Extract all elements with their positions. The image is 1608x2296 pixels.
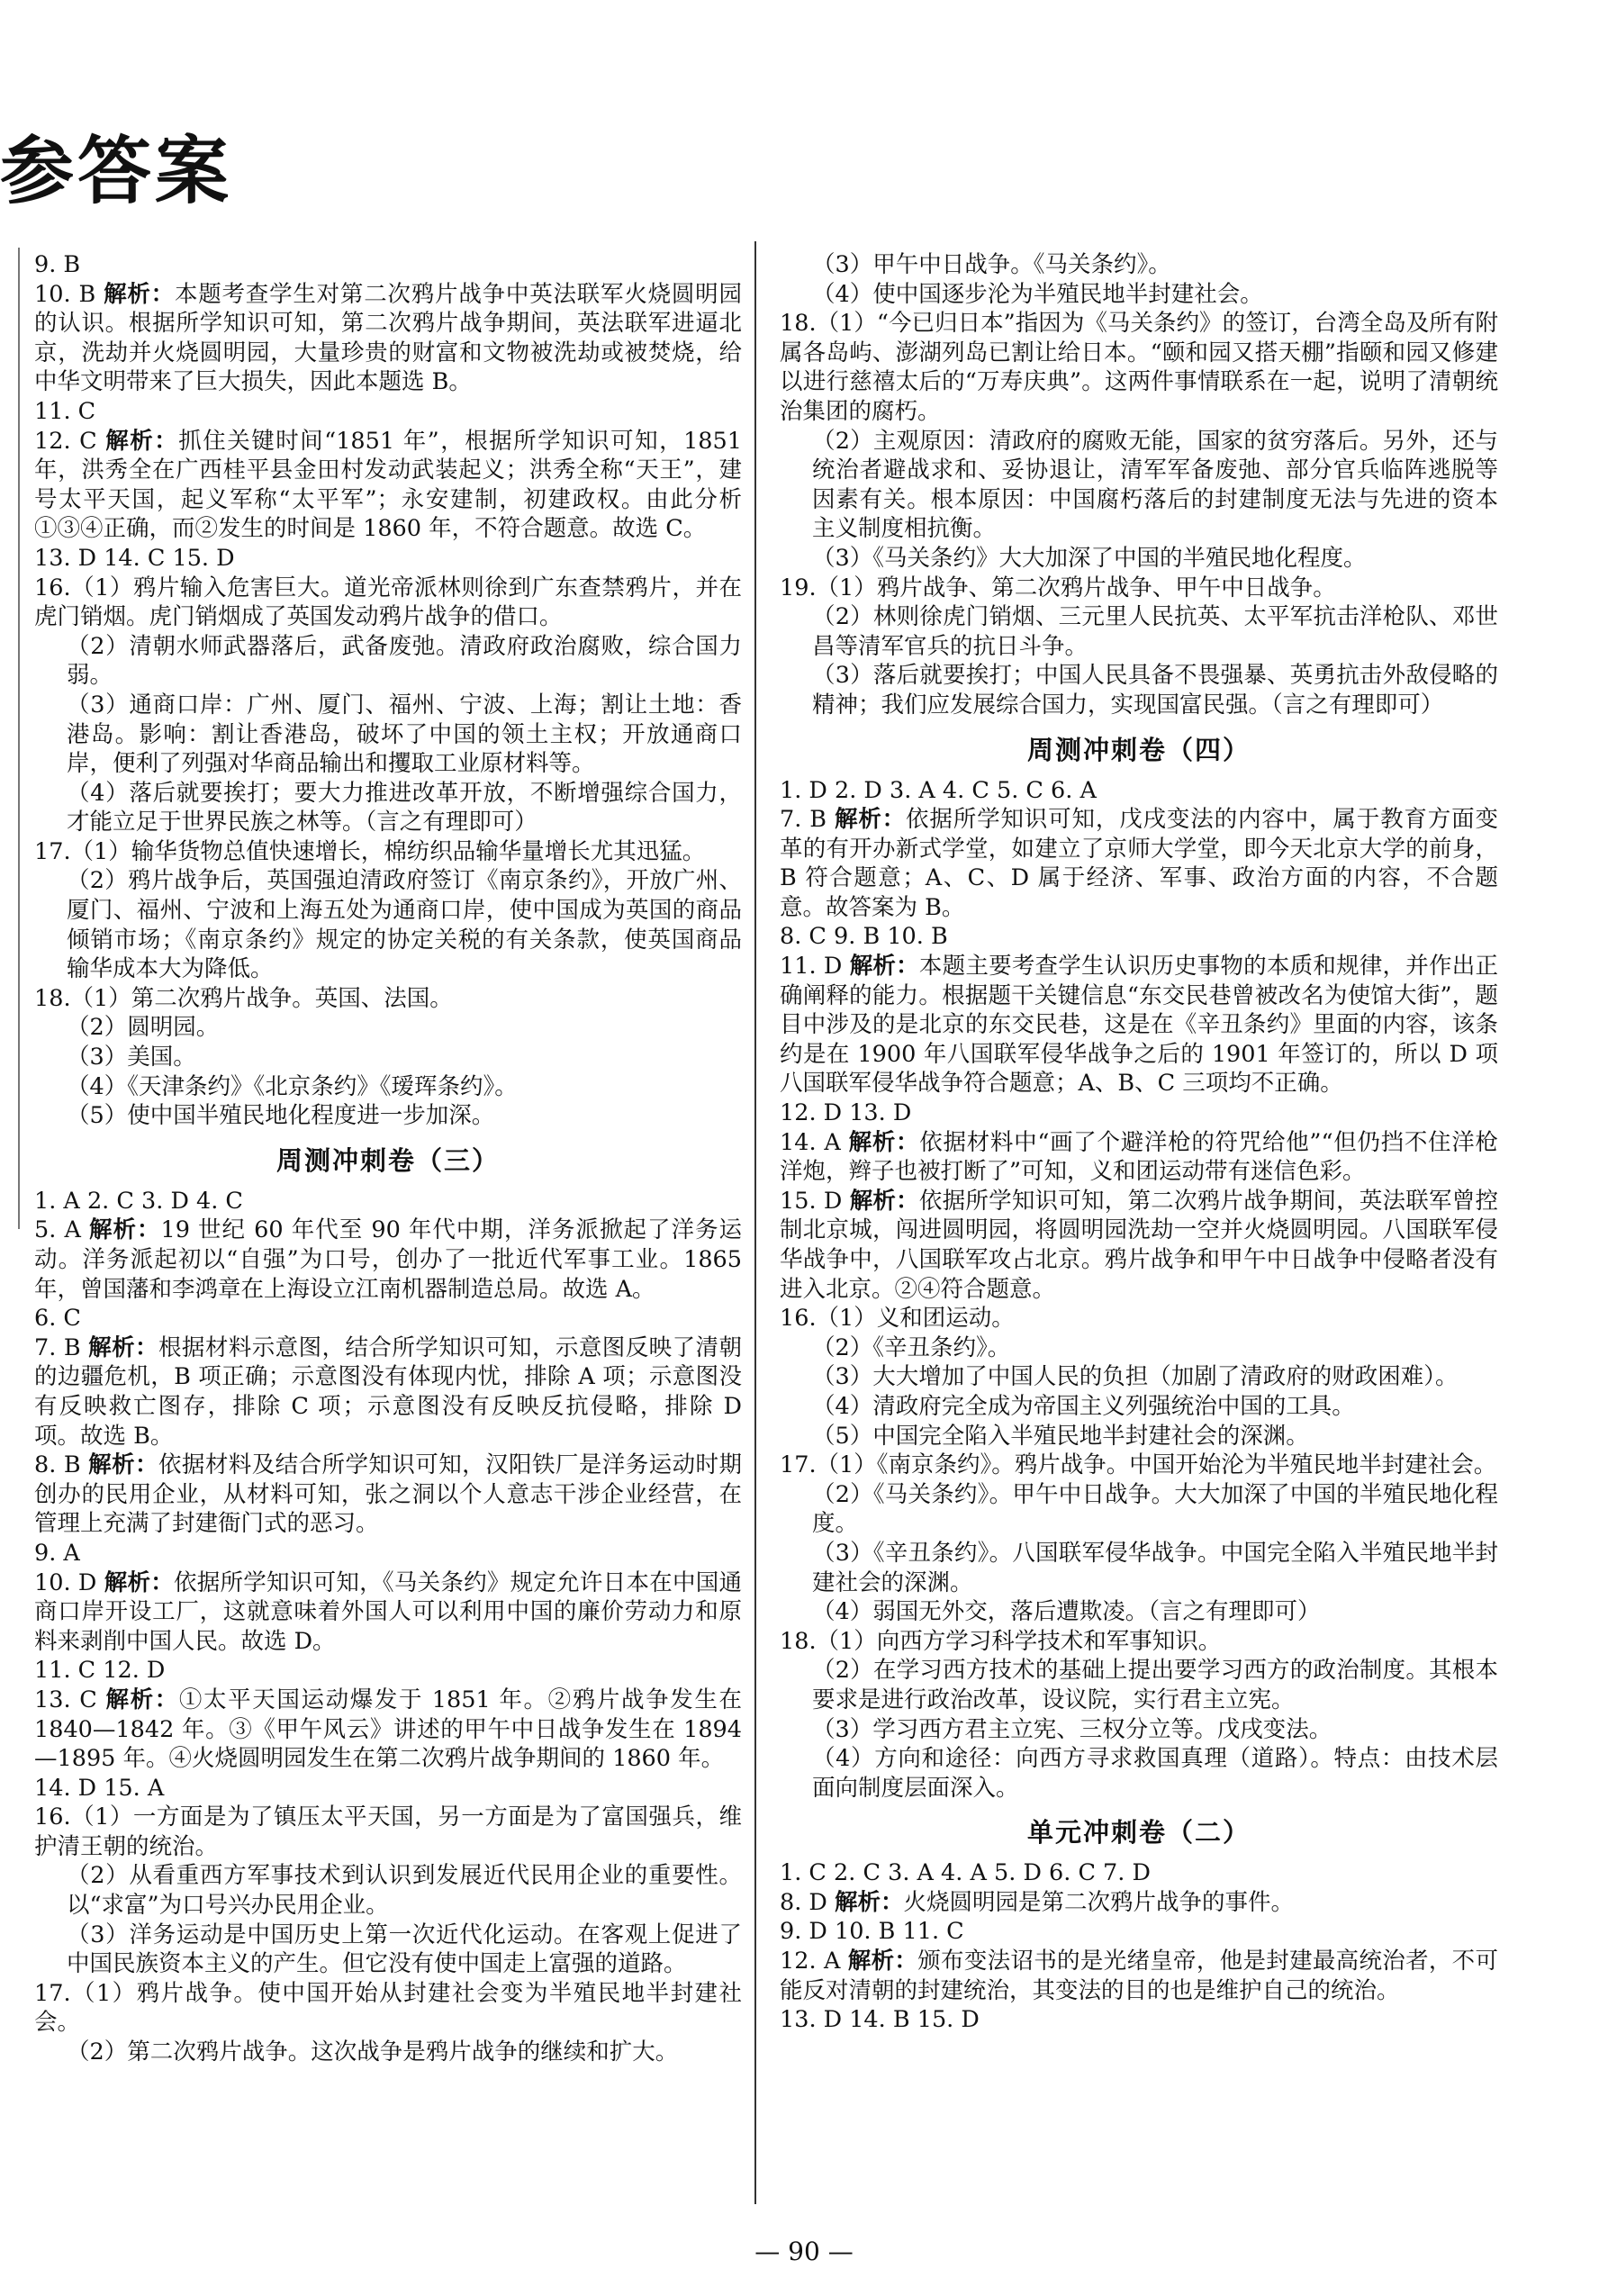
- binding-edge: [0, 248, 20, 1229]
- answer-subitem: （2）《辛丑条约》。: [812, 1333, 1011, 1361]
- analysis-label: 解析：: [835, 1888, 904, 1916]
- answer-item: 1. C 2. C 3. A 4. A 5. D 6. C 7. D: [780, 1859, 1151, 1887]
- answer-item: 11. C: [34, 397, 96, 425]
- answer-subitem: （2）圆明园。: [67, 1014, 220, 1042]
- answer-subitem: （4）清政府完全成为帝国主义列强统治中国的工具。: [812, 1392, 1355, 1420]
- page-number: — 90 —: [754, 2237, 854, 2266]
- analysis-label: 解析：: [834, 806, 907, 834]
- right-column: [780, 250, 1498, 2035]
- analysis-label: 解析：: [104, 1568, 175, 1596]
- left-column: [34, 250, 742, 2067]
- answer-subitem: （2）在学习西方技术的基础上提出要学习西方的政治制度。其根本要求是进行政治改革，设议院，实行君主立宪。: [812, 1657, 1498, 1713]
- answer-item: 17.（1）输华货物总值快速增长，棉纺织品输华量增长尤其迅猛。: [34, 837, 706, 865]
- answer-subitem: （2）清朝水师武器落后，武备废弛。清政府政治腐败，综合国力弱。: [67, 632, 742, 690]
- answer-item: 18.（1）向西方学习科学技术和军事知识。: [780, 1627, 1222, 1655]
- answer-item: 8. C 9. B 10. B: [780, 923, 948, 951]
- answer-item: 1. D 2. D 3. A 4. C 5. C 6. A: [780, 776, 1097, 804]
- answer-item: 16.（1）一方面是为了镇压太平天国，另一方面是为了富国强兵，维护清王朝的统治。: [34, 1803, 742, 1860]
- answer-subitem: （4）弱国无外交，落后遭欺凌。（言之有理即可）: [812, 1598, 1321, 1626]
- analysis-label: 解析：: [104, 280, 175, 308]
- analysis-label: 解析：: [848, 1128, 920, 1156]
- answer-item: 14. A 解析：依据材料中“画了个避洋枪的符咒给他”“但仍挡不住洋枪洋炮，辫子也被打断了”可知，义和团运动带有迷信色彩。: [780, 1128, 1498, 1186]
- answer-subitem: （2）鸦片战争后，英国强迫清政府签订《南京条约》，开放广州、厦门、福州、宁波和上海五处为通商口岸，使中国成为英国的商品倾销市场；《南京条约》规定的协定关税的有关条款，使英国商品输华成本大为降低。: [67, 867, 742, 983]
- answer-item: 10. D 解析：依据所学知识可知，《马关条约》规定允许日本在中国通商口岸开设工厂，这就意味着外国人可以利用中国的廉价劳动力和原料来剥削中国人民。故选 D。: [34, 1568, 742, 1655]
- answer-subitem: （4）《天津条约》《北京条约》《瑷珲条约》。: [67, 1072, 518, 1100]
- section-heading: 周测冲刺卷（四）: [1026, 734, 1251, 765]
- answer-subitem: （2）从看重西方军事技术到认识到发展近代民用企业的重要性。以“求富”为口号兴办民用企业。: [67, 1862, 742, 1920]
- section-heading: 单元冲刺卷（二）: [1026, 1817, 1251, 1849]
- answer-subitem: （2）《马关条约》。甲午中日战争。大大加深了中国的半殖民地化程度。: [812, 1480, 1498, 1538]
- analysis-label: 解析：: [88, 1451, 158, 1479]
- analysis-label: 解析：: [88, 1333, 158, 1361]
- answer-item: 18.（1）第二次鸦片战争。英国、法国。: [34, 984, 453, 1012]
- answer-item: 9. A: [34, 1539, 80, 1567]
- answer-item: 9. D 10. B 11. C: [780, 1918, 964, 1946]
- answer-item: 14. D 15. A: [34, 1774, 165, 1802]
- answer-subitem: （4）使中国逐步沦为半殖民地半封建社会。: [812, 280, 1263, 308]
- answer-item: 16.（1）义和团运动。: [780, 1305, 1015, 1333]
- answer-subitem: （4）落后就要挨打；要大力推进改革开放，不断增强综合国力，才能立足于世界民族之林等。（言之有理即可）: [67, 779, 742, 836]
- section-heading: 周测冲刺卷（三）: [276, 1144, 500, 1176]
- answer-item: 9. B: [34, 251, 81, 278]
- answer-subitem: （3）美国。: [67, 1044, 196, 1071]
- analysis-label: 解析：: [88, 1216, 161, 1244]
- answer-subitem: （2）主观原因：清政府的腐败无能，国家的贫穷落后。另外，还与统治者避战求和、妥协退让，清军军备废弛、部分官兵临阵逃脱等因素有关。根本原因：中国腐朽落后的封建制度无法与先进的资本主义制度相抗衡。: [812, 427, 1498, 543]
- answer-item: 11. D 解析：本题主要考查学生认识历史事物的本质和规律，并作出正确阐释的能力。根据题干关键信息“东交民巷曾被改名为使馆大街”，题目中涉及的是北京的东交民巷，这是在《辛丑条约》里面的内容，该条约是在 1900 年八国联军侵华战争之后的 1901 年签订的，所以 D 项八国联军侵华战争符合题意；A、B、C 三项均不正确。: [780, 953, 1498, 1098]
- answer-subitem: （5）使中国半殖民地化程度进一步加深。: [67, 1102, 495, 1130]
- answer-subitem: （2）第二次鸦片战争。这次战争是鸦片战争的继续和扩大。: [67, 2038, 679, 2066]
- answer-item: 15. D 解析：依据所学知识可知，第二次鸦片战争期间，英法联军曾控制北京城，闯进圆明园，将圆明园洗劫一空并火烧圆明园。八国联军侵华战争中，八国联军攻占北京。鸦片战争和甲午中日战争中侵略者没有进入北京。②④符合题意。: [780, 1187, 1498, 1303]
- answer-subitem: （3）大大增加了中国人民的负担（加剧了清政府的财政困难）。: [812, 1363, 1459, 1391]
- answer-subitem: （3）《辛丑条约》。八国联军侵华战争。中国完全陷入半殖民地半封建社会的深渊。: [812, 1539, 1498, 1596]
- answer-subitem: （3）洋务运动是中国历史上第一次近代化运动。在客观上促进了中国民族资本主义的产生。但它没有使中国走上富强的道路。: [67, 1921, 742, 1978]
- answer-item: 19.（1）鸦片战争、第二次鸦片战争、甲午中日战争。: [780, 574, 1336, 601]
- answer-subitem: （3）学习西方君主立宪、三权分立等。戊戌变法。: [812, 1715, 1332, 1743]
- analysis-label: 解析：: [105, 427, 179, 455]
- answer-item: 7. B 解析：依据所学知识可知，戊戌变法的内容中，属于教育方面变革的有开办新式学堂，如建立了京师大学堂，即今天北京大学的前身，B 符合题意；A、C、D 属于经济、军事、政治方面的内容，不合题意。故答案为 B。: [780, 806, 1498, 921]
- page-title: 参答案: [0, 129, 233, 214]
- answer-subitem: （4）方向和途径：向西方寻求救国真理（道路）。特点：由技术层面向制度层面深入。: [812, 1745, 1498, 1802]
- answer-subitem: （3）甲午中日战争。《马关条约》。: [812, 251, 1171, 278]
- answer-item: 12. C 解析：抓住关键时间“1851 年”，根据所学知识可知，1851 年，洪秀全在广西桂平县金田村发动武装起义；洪秀全称“天王”，建号太平天国，起义军称“太平军”；永安建制，初建政权。由此分析①③④正确，而②发生的时间是 1860 年，不符合题意。故选 C。: [34, 427, 742, 543]
- analysis-label: 解析：: [849, 953, 919, 981]
- answer-item: 5. A 解析：19 世纪 60 年代至 90 年代中期，洋务派掀起了洋务运动。洋务派起初以“自强”为口号，创办了一批近代军事工业。1865 年，曾国藩和李鸿章在上海设立江南机器制造总局。故选 A。: [34, 1216, 742, 1303]
- answer-item: 1. A 2. C 3. D 4. C: [34, 1187, 243, 1215]
- analysis-label: 解析：: [105, 1686, 179, 1713]
- answer-item: 13. C 解析：①太平天国运动爆发于 1851 年。②鸦片战争发生在 1840—1842 年。③《甲午风云》讲述的甲午中日战争发生在 1894—1895 年。④火烧圆明园发生在第二次鸦片战争期间的 1860 年。: [34, 1686, 742, 1773]
- answer-subitem: （3）通商口岸：广州、厦门、福州、宁波、上海；割让土地：香港岛。影响：割让香港岛，破坏了中国的领土主权；开放通商口岸，便利了列强对华商品输出和攫取工业原材料等。: [67, 691, 742, 778]
- answer-item: 12. D 13. D: [780, 1099, 912, 1127]
- answer-item: 16.（1）鸦片输入危害巨大。道光帝派林则徐到广东查禁鸦片，并在虎门销烟。虎门销烟成了英国发动鸦片战争的借口。: [34, 574, 742, 631]
- answer-item: 8. D 解析：火烧圆明园是第二次鸦片战争的事件。: [780, 1888, 1295, 1916]
- answer-item: 11. C 12. D: [34, 1657, 166, 1685]
- analysis-label: 解析：: [847, 1948, 918, 1975]
- answer-item: 7. B 解析：根据材料示意图，结合所学知识可知，示意图反映了清朝的边疆危机，B 项正确；示意图没有体现内忧，排除 A 项；示意图没有反映救亡图存，排除 C 项；示意图没有反映反抗侵略，排除 D 项。故选 B。: [34, 1333, 742, 1450]
- answer-item: 6. C: [34, 1305, 81, 1333]
- answer-subitem: （2）林则徐虎门销烟、三元里人民抗英、太平军抗击洋枪队、邓世昌等清军官兵的抗日斗争。: [812, 603, 1498, 660]
- answer-item: 8. B 解析：依据材料及结合所学知识可知，汉阳铁厂是洋务运动时期创办的民用企业，从材料可知，张之洞以个人意志干涉企业经营，在管理上充满了封建衙门式的恶习。: [34, 1451, 742, 1538]
- answer-item: 17.（1）鸦片战争。使中国开始从封建社会变为半殖民地半封建社会。: [34, 1979, 742, 2037]
- answer-item: 17.（1）《南京条约》。鸦片战争。中国开始沦为半殖民地半封建社会。: [780, 1451, 1497, 1479]
- answer-item: 13. D 14. C 15. D: [34, 544, 235, 572]
- answer-item: 18.（1）“今已归日本”指因为《马关条约》的签订，台湾全岛及所有附属各岛屿、澎湖列岛已割让给日本。“颐和园又搭天棚”指颐和园又修建以进行慈禧太后的“万寿庆典”。这两件事情联系在一起，说明了清朝统治集团的腐朽。: [780, 310, 1498, 425]
- answer-item: 12. A 解析：颁布变法诏书的是光绪皇帝，他是封建最高统治者，不可能反对清朝的封建统治，其变法的目的也是维护自己的统治。: [780, 1948, 1498, 2004]
- answer-item: 10. B 解析：本题考查学生对第二次鸦片战争中英法联军火烧圆明园的认识。根据所学知识可知，第二次鸦片战争期间，英法联军进逼北京，洗劫并火烧圆明园，大量珍贵的财富和文物被洗劫或被焚烧，给中华文明带来了巨大损失，因此本题选 B。: [34, 280, 742, 396]
- column-divider: [754, 241, 756, 2204]
- answer-item: 13. D 14. B 15. D: [780, 2006, 980, 2034]
- answer-subitem: （3）《马关条约》大大加深了中国的半殖民地化程度。: [812, 544, 1367, 572]
- analysis-label: 解析：: [849, 1187, 919, 1215]
- answer-subitem: （3）落后就要挨打；中国人民具备不畏强暴、英勇抗击外敌侵略的精神；我们应发展综合国力，实现国富民强。（言之有理即可）: [812, 662, 1498, 719]
- answer-subitem: （5）中国完全陷入半殖民地半封建社会的深渊。: [812, 1422, 1309, 1450]
